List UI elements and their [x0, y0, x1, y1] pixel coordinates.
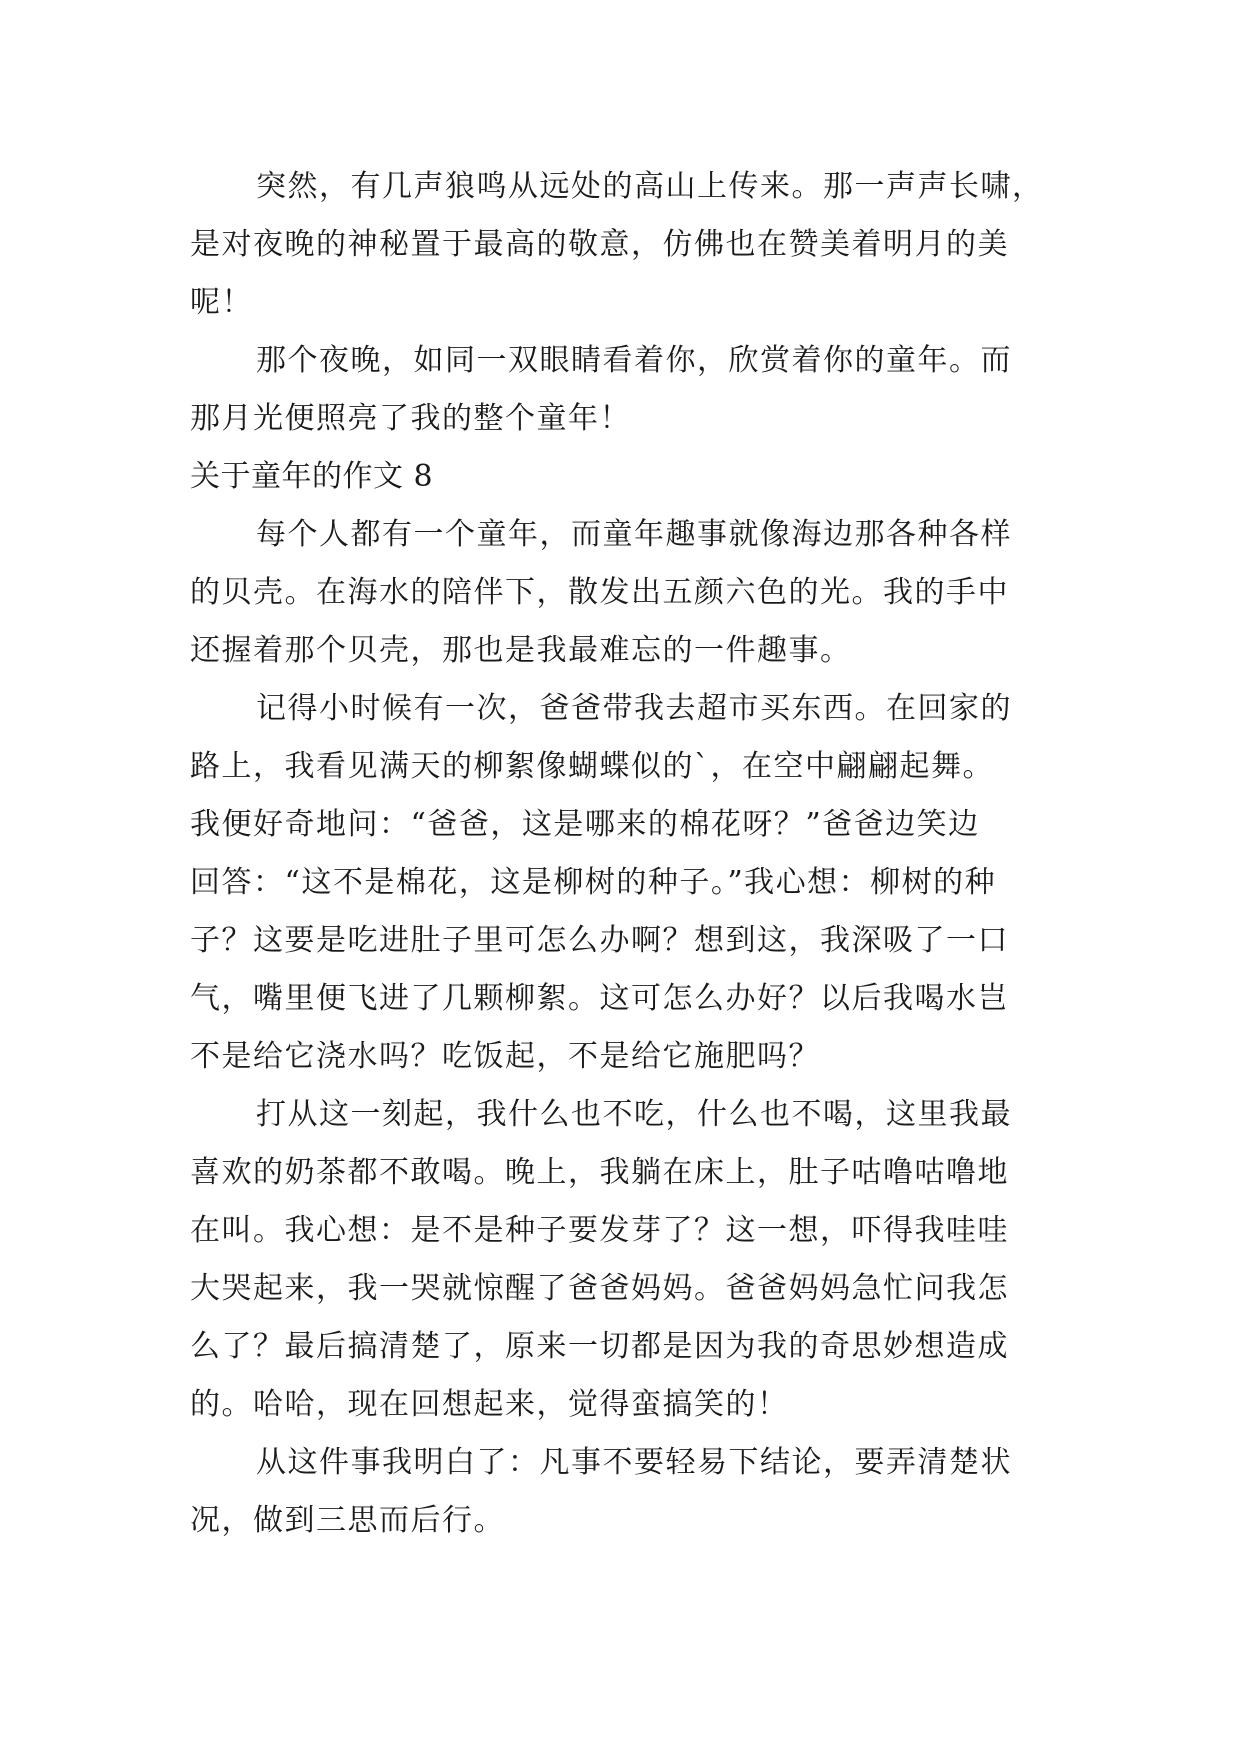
text-line: 气，嘴里便飞进了几颗柳絮。这可怎么办好？以后我喝水岂 — [190, 981, 1009, 1016]
text-line: 大哭起来，我一哭就惊醒了爸爸妈妈。爸爸妈妈急忙问我怎 — [190, 1271, 1009, 1306]
text-line: 喜欢的奶茶都不敢喝。晚上，我躺在床上，肚子咕噜咕噜地 — [190, 1155, 1009, 1190]
text-line: 还握着那个贝壳，那也是我最难忘的一件趣事。 — [190, 633, 852, 668]
text-line: 我便好奇地问：“爸爸，这是哪来的棉花呀？”爸爸边笑边 — [190, 807, 980, 842]
paragraph — [190, 158, 1060, 332]
paragraph — [190, 506, 1060, 680]
text-line: 呢！ — [190, 285, 253, 320]
section-heading — [190, 448, 1060, 506]
heading-text: 关于童年的作文 8 — [190, 459, 434, 494]
paragraph — [190, 332, 1060, 448]
text-line: 那月光便照亮了我的整个童年！ — [190, 401, 631, 436]
paragraph — [190, 1434, 1060, 1550]
text-line: 不是给它浇水吗？吃饭起，不是给它施肥吗？ — [190, 1039, 820, 1074]
text-line: 是对夜晚的神秘置于最高的敬意，仿佛也在赞美着明月的美 — [190, 227, 1009, 262]
text-line: 么了？最后搞清楚了，原来一切都是因为我的奇思妙想造成 — [190, 1329, 1009, 1364]
text-line: 况，做到三思而后行。 — [190, 1503, 505, 1538]
text-line: 记得小时候有一次，爸爸带我去超市买东西。在回家的 — [256, 691, 1012, 726]
text-line: 在叫。我心想：是不是种子要发芽了？这一想，吓得我哇哇 — [190, 1213, 1009, 1248]
text-line: 子？这要是吃进肚子里可怎么办啊？想到这，我深吸了一口 — [190, 923, 1009, 958]
text-line: 从这件事我明白了：凡事不要轻易下结论，要弄清楚状 — [256, 1445, 1012, 1480]
text-line: 路上，我看见满天的柳絮像蝴蝶似的`，在空中翩翩起舞。 — [190, 749, 994, 784]
text-line: 突然，有几声狼鸣从远处的高山上传来。那一声声长啸， — [256, 169, 1044, 204]
text-line: 的。哈哈，现在回想起来，觉得蛮搞笑的！ — [190, 1387, 789, 1422]
text-line: 每个人都有一个童年，而童年趣事就像海边那各种各样 — [256, 517, 1012, 552]
paragraph — [190, 680, 1060, 1086]
text-line: 那个夜晚，如同一双眼睛看着你，欣赏着你的童年。而 — [256, 343, 1012, 378]
paragraph — [190, 1086, 1060, 1434]
text-line: 回答：“这不是棉花，这是柳树的种子。”我心想：柳树的种 — [190, 865, 997, 900]
text-line: 的贝壳。在海水的陪伴下，散发出五颜六色的光。我的手中 — [190, 575, 1009, 610]
document-body — [190, 158, 1060, 1550]
text-line: 打从这一刻起，我什么也不吃，什么也不喝，这里我最 — [256, 1097, 1012, 1132]
